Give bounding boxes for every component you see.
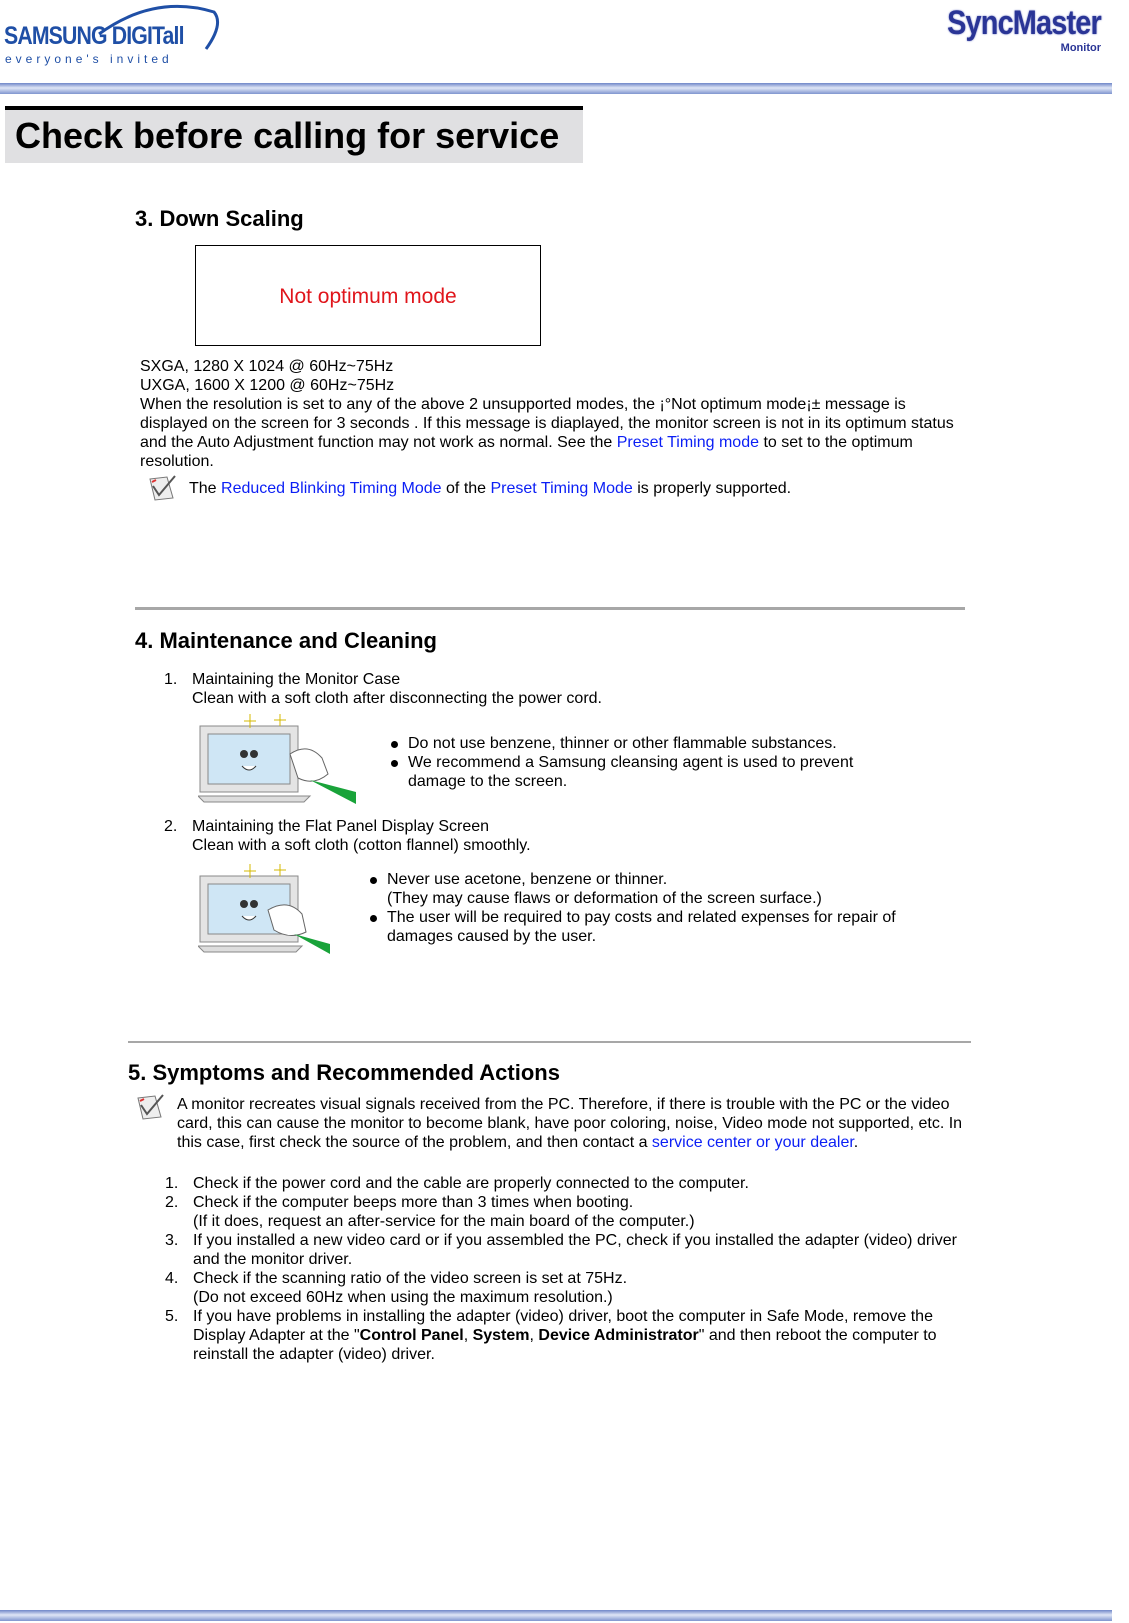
step-text: [193, 1269, 975, 1307]
step-number: 1.: [165, 1175, 179, 1192]
monitor-cleaning-illustration: [198, 714, 358, 806]
item-desc: Clean with a soft cloth after disconnecting the power cord.: [192, 690, 602, 707]
step-part: If you have problems in installing the adapter (video) driver, boot the computer in Safe Mode, remove the Display Adapter at the ": [193, 1308, 933, 1344]
item-title: Maintaining the Monitor Case: [192, 671, 401, 688]
syncmaster-text: SyncMaster: [947, 4, 1101, 42]
logo-tagline: everyone's invited: [5, 52, 173, 66]
reduced-blinking-link[interactable]: Reduced Blinking Timing Mode: [221, 480, 442, 497]
step-text: Check if the power cord and the cable are properly connected to the computer.: [193, 1175, 749, 1192]
item-1-bullets: [391, 734, 911, 791]
step-part: ,: [463, 1327, 473, 1344]
step-part: " and then reboot the computer to reinstall the adapter (video) driver.: [193, 1327, 937, 1363]
monitor-text: Monitor: [1060, 42, 1101, 54]
bullet-text: We recommend a Samsung cleansing agent is used to prevent damage to the screen.: [408, 754, 854, 790]
item-2-bullets: [370, 870, 960, 946]
paragraph-text: When the resolution is set to any of the above 2 unsupported modes, the ¡°Not optimum mode¡± message is displayed on the screen for 3 seconds . If this message is diaplayed, the monitor screen is not in its optimum status and the Auto Adjustment function may not work as normal. See the: [140, 396, 954, 451]
bullet: [370, 870, 387, 889]
step-part: ,: [529, 1327, 539, 1344]
bullet-text: [387, 870, 822, 908]
preset-timing-mode-link[interactable]: Preset Timing Mode: [490, 480, 633, 497]
section-4-heading: 4. Maintenance and Cleaning: [135, 628, 437, 653]
mode-line: UXGA, 1600 X 1200 @ 60Hz~75Hz: [140, 377, 395, 394]
footer-divider: [0, 1610, 1112, 1621]
step-line: Check if the computer beeps more than 3 times when booting.: [193, 1194, 634, 1211]
section-5-heading: 5. Symptoms and Recommended Actions: [128, 1060, 560, 1085]
step-line: (Do not exceed 60Hz when using the maximum resolution.): [193, 1289, 613, 1306]
logo-text: SAMSUNG DIGITall: [4, 22, 184, 50]
item-desc: Clean with a soft cloth (cotton flannel) smoothly.: [192, 837, 531, 854]
note-check-icon: [147, 474, 179, 502]
note-text: [189, 479, 791, 498]
note-check-icon: [135, 1093, 167, 1121]
page-title: Check before calling for service: [15, 115, 560, 156]
step-text: If you installed a new video card or if you assembled the PC, check if you installed the adapter (video) driver and the monitor driver.: [193, 1232, 957, 1268]
section-divider: [128, 1041, 971, 1043]
step-item: [165, 1307, 975, 1364]
step-number: 4.: [165, 1270, 179, 1287]
bullet-text: Do not use benzene, thinner or other flammable substances.: [408, 735, 837, 752]
bullet-row: [370, 908, 960, 946]
bullet: [391, 734, 408, 753]
step-number: 3.: [165, 1232, 179, 1249]
section-5-intro: [177, 1095, 975, 1152]
section-3-paragraph: [140, 395, 970, 471]
section-divider: [135, 607, 965, 610]
preset-timing-link[interactable]: Preset Timing mode: [616, 434, 759, 451]
control-panel-label: Control Panel: [359, 1327, 464, 1344]
osd-message-box: [195, 245, 541, 346]
bullet-row: [391, 734, 911, 753]
step-line: Check if the scanning ratio of the video screen is set at 75Hz.: [193, 1270, 628, 1287]
step-text: [193, 1193, 975, 1231]
intro-row: [135, 1095, 975, 1152]
step-line: (If it does, request an after-service for the main board of the computer.): [193, 1213, 695, 1230]
step-number: 5.: [165, 1308, 179, 1325]
item-2: [192, 817, 531, 855]
screen-cleaning-illustration: [198, 864, 333, 958]
header-divider: [0, 83, 1112, 94]
step-item: [165, 1174, 975, 1193]
note-part: of the: [441, 480, 491, 497]
paragraph-text: to set to the optimum resolution.: [140, 434, 913, 470]
item-1: [192, 670, 602, 708]
intro-text: .: [853, 1134, 859, 1151]
bullet-row: [391, 753, 911, 791]
page-title-box: [5, 106, 583, 163]
note-part: The: [189, 480, 222, 497]
bullet-row: [370, 870, 960, 908]
step-item: [165, 1269, 975, 1307]
section-3-text: [140, 357, 970, 502]
bullet-line: Never use acetone, benzene or thinner.: [387, 871, 668, 888]
bullet-text: The user will be required to pay costs and related expenses for repair of damages caused by the user.: [387, 909, 896, 945]
note-row: [147, 479, 970, 502]
note-part: is properly supported.: [632, 480, 792, 497]
item-number: 2.: [164, 818, 178, 835]
item-title: Maintaining the Flat Panel Display Screen: [192, 818, 490, 835]
samsung-logo: [4, 4, 224, 68]
intro-text: A monitor recreates visual signals received from the PC. Therefore, if there is trouble with the PC or the video card, this can cause the monitor to become blank, have poor coloring, noise, Video mode not supported, etc. In this case, first check the source of the problem, and then contact a: [177, 1096, 963, 1151]
bullet: [391, 753, 408, 772]
service-center-link[interactable]: service center or your dealer: [651, 1134, 854, 1151]
step-number: 2.: [165, 1194, 179, 1211]
bullet: [370, 908, 387, 927]
item-number: 1.: [164, 671, 178, 688]
step-text: [193, 1307, 975, 1364]
step-item: [165, 1193, 975, 1231]
step-item: [165, 1231, 975, 1269]
device-administrator-label: Device Administrator: [538, 1327, 699, 1344]
syncmaster-logo: [920, 4, 1101, 55]
system-label: System: [472, 1327, 530, 1344]
steps-list: [135, 1174, 975, 1364]
bullet-line: (They may cause flaws or deformation of the screen surface.): [387, 890, 822, 907]
section-3-heading: 3. Down Scaling: [135, 206, 304, 231]
section-5-body: [135, 1095, 975, 1364]
osd-message: Not optimum mode: [279, 285, 457, 308]
mode-line: SXGA, 1280 X 1024 @ 60Hz~75Hz: [140, 358, 394, 375]
